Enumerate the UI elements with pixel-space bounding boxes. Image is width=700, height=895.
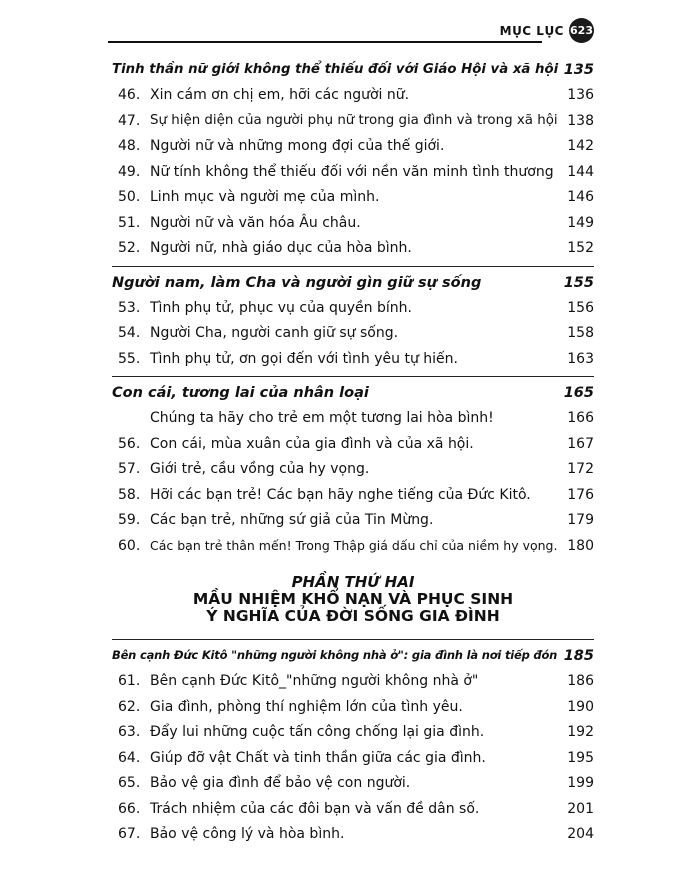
entry-title: Gia đình, phòng thí nghiệm lớn của tình yêu. xyxy=(150,698,463,715)
toc-entry[interactable] xyxy=(112,696,594,722)
page-header xyxy=(108,18,594,44)
entry-number: 64. xyxy=(118,749,141,766)
entry-page: 172 xyxy=(567,461,594,477)
toc-entry[interactable] xyxy=(112,110,594,136)
section-page: 155 xyxy=(563,274,594,291)
entry-number: 50. xyxy=(118,189,141,205)
entry-title: Người nữ, nhà giáo dục của hòa bình. xyxy=(150,240,412,256)
header-rule xyxy=(108,41,542,43)
entry-number: 51. xyxy=(118,214,141,231)
entry-number: 60. xyxy=(118,537,141,554)
toc-entry[interactable] xyxy=(112,747,594,773)
entry-page: 199 xyxy=(567,775,594,791)
section-title: Con cái, tương lai của nhân loại xyxy=(112,385,369,401)
toc-entry[interactable] xyxy=(112,484,594,510)
entry-page: 186 xyxy=(567,673,594,689)
toc-entry[interactable] xyxy=(112,433,594,459)
entry-number: 48. xyxy=(118,138,141,154)
entry-page: 204 xyxy=(567,826,594,842)
entry-page: 136 xyxy=(567,87,594,103)
entry-page: 176 xyxy=(567,486,594,503)
section-page: 185 xyxy=(563,648,594,664)
entry-page: 201 xyxy=(567,800,594,817)
entry-number: 62. xyxy=(118,698,141,715)
entry-page: 152 xyxy=(567,240,594,256)
toc-entry[interactable] xyxy=(112,509,594,535)
entry-page: 144 xyxy=(567,163,594,180)
toc-entry[interactable] xyxy=(112,161,594,187)
entry-number: 56. xyxy=(118,435,141,452)
toc-entry[interactable] xyxy=(112,407,594,433)
toc-entry[interactable] xyxy=(112,186,594,212)
entry-title: Bảo vệ gia đình để bảo vệ con người. xyxy=(150,775,411,791)
entry-page: 179 xyxy=(567,512,594,528)
toc-section-heading[interactable] xyxy=(112,271,594,297)
entry-number: 59. xyxy=(118,512,141,528)
section-title: Tinh thần nữ giới không thể thiếu đối với Giáo Hội và xã hội xyxy=(112,62,559,77)
entry-title: Xin cám ơn chị em, hỡi các người nữ. xyxy=(150,87,410,103)
entry-title: Hỡi các bạn trẻ! Các bạn hãy nghe tiếng của Đức Kitô. xyxy=(150,486,531,503)
toc-entry[interactable] xyxy=(112,297,594,323)
part-title: PHẦN THỨ HAI xyxy=(291,573,415,591)
entry-title: Người nữ và những mong đợi của thế giới. xyxy=(150,138,445,154)
entry-title: Đẩy lui những cuộc tấn công chống lại gia đình. xyxy=(150,724,485,740)
entry-title: Các bạn trẻ thân mến! Trong Thập giá dấu chỉ của niềm hy vọng. xyxy=(150,537,558,553)
section-divider xyxy=(112,266,594,267)
toc-entry[interactable] xyxy=(112,798,594,824)
entry-page: 192 xyxy=(567,724,594,740)
entry-title: Giúp đỡ vật Chất và tinh thần giữa các gia đình. xyxy=(150,749,486,766)
toc-section-heading[interactable] xyxy=(112,644,594,670)
section-divider xyxy=(112,376,594,377)
entry-page: 180 xyxy=(567,537,594,554)
entry-number: 65. xyxy=(118,775,141,791)
toc-section-heading[interactable] xyxy=(112,381,594,407)
entry-number: 55. xyxy=(118,350,141,367)
page-number-badge: 623 xyxy=(569,18,594,43)
entry-page: 158 xyxy=(567,325,594,341)
entry-title: Tình phụ tử, ơn gọi đến với tình yêu tự hiến. xyxy=(150,350,458,367)
section-divider xyxy=(112,639,594,640)
table-of-contents xyxy=(112,58,594,849)
toc-entry[interactable] xyxy=(112,670,594,696)
toc-entry[interactable] xyxy=(112,135,594,161)
entry-title: Trách nhiệm của các đôi bạn và vấn đề dân số. xyxy=(150,800,480,817)
toc-section-heading[interactable] xyxy=(112,58,594,84)
toc-entry[interactable] xyxy=(112,823,594,849)
part-subtitle-2: Ý NGHĨA CỦA ĐỜI SỐNG GIA ĐÌNH xyxy=(206,607,500,625)
toc-entry[interactable] xyxy=(112,212,594,238)
entry-title: Sự hiện diện của người phụ nữ trong gia đình và trong xã hội xyxy=(150,112,558,128)
section-page: 135 xyxy=(563,62,594,78)
section-title: Người nam, làm Cha và người gìn giữ sự sống xyxy=(112,274,482,291)
entry-title: Các bạn trẻ, những sứ giả của Tin Mừng. xyxy=(150,512,434,528)
entry-page: 166 xyxy=(567,410,594,426)
entry-page: 156 xyxy=(567,299,594,316)
entry-title: Giới trẻ, cầu vồng của hy vọng. xyxy=(150,461,370,477)
part-subtitle-1: MẦU NHIỆM KHỔ NẠN VÀ PHỤC SINH xyxy=(192,590,514,608)
entry-number: 46. xyxy=(118,87,141,103)
entry-title: Nữ tính không thể thiếu đối với nền văn minh tình thương xyxy=(150,163,554,180)
entry-page: 163 xyxy=(567,350,594,367)
entry-number: 57. xyxy=(118,461,141,477)
entry-number: 66. xyxy=(118,800,141,817)
entry-number: 67. xyxy=(118,826,141,842)
part-heading xyxy=(112,574,594,625)
entry-page: 167 xyxy=(567,435,594,452)
entry-title: Con cái, mùa xuân của gia đình và của xã hội. xyxy=(150,435,474,452)
section-title: Bên cạnh Đức Kitô "những người không nhà ở": gia đình là nơi tiếp đón xyxy=(112,648,558,662)
entry-page: 149 xyxy=(567,214,594,231)
entry-page: 195 xyxy=(567,749,594,766)
toc-entry[interactable] xyxy=(112,458,594,484)
section-page: 165 xyxy=(563,385,594,401)
entry-title: Tình phụ tử, phục vụ của quyền bính. xyxy=(150,299,412,316)
entry-title: Linh mục và người mẹ của mình. xyxy=(150,189,380,205)
entry-number: 58. xyxy=(118,486,141,503)
entry-title: Người Cha, người canh giữ sự sống. xyxy=(150,325,399,341)
entry-number: 47. xyxy=(118,112,141,129)
entry-title: Người nữ và văn hóa Âu châu. xyxy=(150,214,361,231)
toc-entry[interactable] xyxy=(112,535,594,561)
entry-page: 190 xyxy=(567,698,594,715)
toc-entry[interactable] xyxy=(112,237,594,263)
entry-number: 52. xyxy=(118,240,141,256)
toc-entry[interactable] xyxy=(112,84,594,110)
entry-page: 142 xyxy=(567,138,594,154)
entry-number: 49. xyxy=(118,163,141,180)
entry-title: Bên cạnh Đức Kitô_"những người không nhà ở" xyxy=(150,673,479,689)
entry-title: Bảo vệ công lý và hòa bình. xyxy=(150,826,345,842)
entry-page: 146 xyxy=(567,189,594,205)
toc-entry[interactable] xyxy=(112,721,594,747)
entry-page: 138 xyxy=(567,112,594,129)
toc-entry[interactable] xyxy=(112,772,594,798)
entry-number: 53. xyxy=(118,299,141,316)
entry-number: 54. xyxy=(118,325,141,341)
entry-number: 63. xyxy=(118,724,141,740)
entry-title: Chúng ta hãy cho trẻ em một tương lai hòa bình! xyxy=(150,410,494,426)
header-label: MỤC LỤC xyxy=(499,24,564,38)
toc-entry[interactable] xyxy=(112,322,594,348)
entry-number: 61. xyxy=(118,673,141,689)
toc-entry[interactable] xyxy=(112,348,594,374)
